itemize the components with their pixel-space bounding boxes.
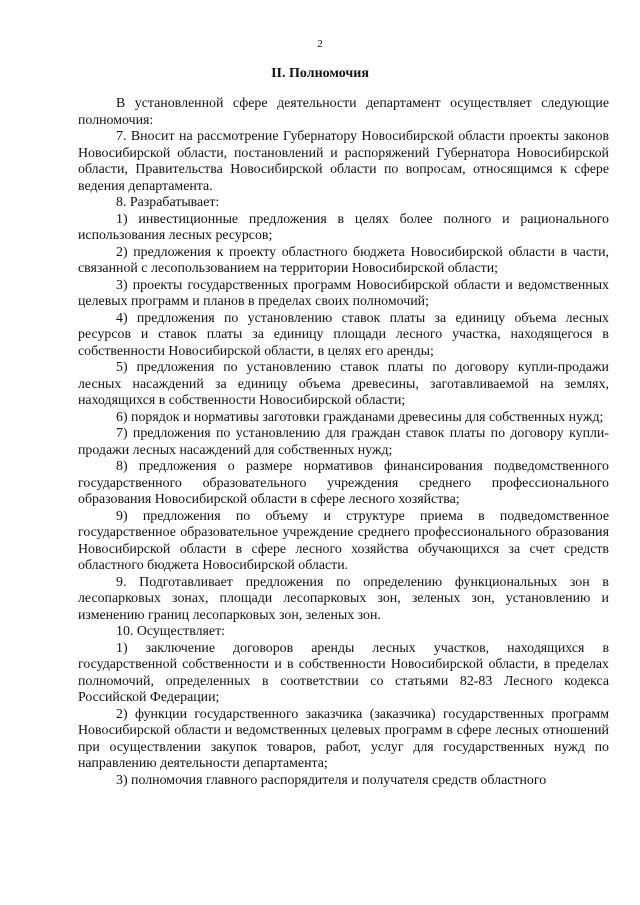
- paragraph-intro: В установленной сфере деятельности департамент осуществляет следующие полномочия:: [78, 96, 609, 128]
- paragraph-item-10-heading: 10. Осуществляет:: [116, 624, 226, 639]
- paragraph-item-8-3: 3) проекты государственных программ Новосибирской области и ведомственных целевых программ и планов в пределах своих полномочий;: [78, 277, 609, 309]
- paragraph-item-8-2: 2) предложения к проекту областного бюджета Новосибирской области в части, связанной с лесопользованием на территории Новосибирской области;: [78, 244, 609, 276]
- paragraph-item-8-8: 8) предложения о размере нормативов финансирования подведомственного государственного образовательного учреждения среднего профессионального образования Новосибирской области в сфере лесного хозяйства;: [78, 459, 609, 507]
- section-title: II. Полномочия: [271, 66, 369, 81]
- paragraph-item-8-6: 6) порядок и нормативы заготовки гражданами древесины для собственных нужд;: [116, 409, 604, 425]
- paragraph-item-8-heading: 8. Разрабатывает:: [116, 195, 220, 210]
- paragraph-item-10-1: 1) заключение договоров аренды лесных участков, находящихся в государственной собственности и в собственности Новосибирской области, в пределах полномочий, определенных в соответствии со статьями 82-83 Лесного кодекса Российской Федерации;: [78, 640, 609, 705]
- paragraph-item-10-3: 3) полномочия главного распорядителя и получателя средств областного: [116, 772, 547, 788]
- paragraph-item-8-9: 9) предложения по объему и структуре приема в подведомственное государственное образовательное учреждение среднего профессионального образования Новосибирской области в сфере лесного хозяйства обучающихся за счет средств областного бюджета Новосибирской области.: [78, 508, 609, 573]
- paragraph-item-8-5: 5) предложения по установлению ставок платы по договору купли-продажи лесных насаждений за единицу объема древесины, заготавливаемой на землях, находящихся в собственности Новосибирской области;: [78, 360, 609, 408]
- page-number: 2: [317, 38, 323, 50]
- paragraph-item-8-4: 4) предложения по установлению ставок платы за единицу объема лесных ресурсов и ставок платы за единицу площади лесного участка, находящегося в собственности Новосибирской области, в целях его аренды;: [78, 310, 609, 359]
- paragraph-item-9: 9. Подготавливает предложения по определению функциональных зон в лесопарковых зонах, площади лесопарковых зон, зеленых зон, установлению и изменению границ лесопарковых зон, зеленых зон.: [78, 574, 609, 623]
- document-body: [78, 96, 609, 789]
- paragraph-item-7: 7. Вносит на рассмотрение Губернатору Новосибирской области проекты законов Новосибирской области, постановлений и распоряжений Губернатора Новосибирской области, Правительства Новосибирской области по вопросам, относящимся к сфере ведения департамента.: [78, 129, 609, 194]
- paragraph-item-8-7: 7) предложения по установлению для граждан ставок платы по договору купли-продажи лесных насаждений для собственных нужд;: [78, 426, 609, 458]
- paragraph-item-8-1: 1) инвестиционные предложения в целях более полного и рационального использования лесных ресурсов;: [78, 211, 609, 243]
- paragraph-item-10-2: 2) функции государственного заказчика (заказчика) государственных программ Новосибирской области и ведомственных целевых программ в сфере лесных отношений при осуществлении закупок товаров, работ, услуг для государственных нужд по направлению деятельности департамента;: [78, 706, 609, 771]
